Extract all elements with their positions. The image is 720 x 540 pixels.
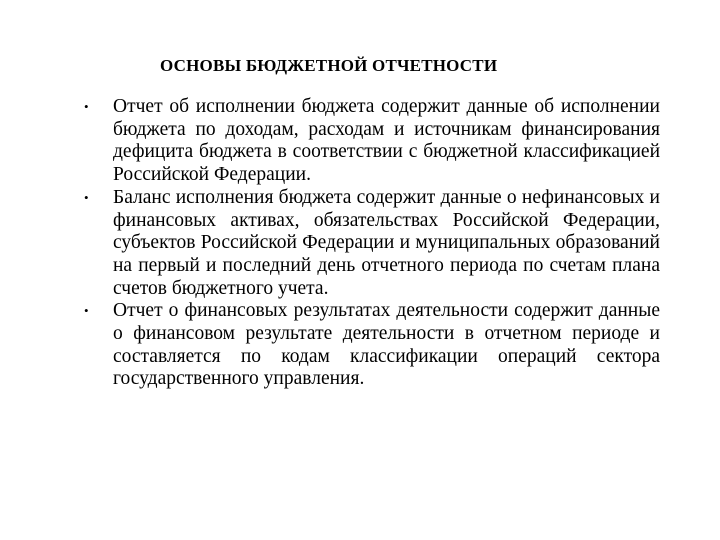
bullet-text: Отчет об исполнении бюджета содержит данные об исполнении бюджета по доходам, расходам и источникам финансирования дефицита бюджета в соответствии с бюджетной классификацией Российской Федерации. (113, 96, 660, 186)
bullet-item-budget-report (84, 96, 660, 187)
bullet-item-balance (84, 187, 660, 301)
bullet-text: Баланс исполнения бюджета содержит данные о нефинансовых и финансовых активах, обязательствах Российской Федерации, субъектов Российской Федерации и муниципальных образований на первый и последний день отчетного периода по счетам плана счетов бюджетного учета. (113, 186, 660, 299)
bullet-dot-icon: • (84, 99, 89, 114)
slide-title: ОСНОВЫ БЮДЖЕТНОЙ ОТЧЕТНОСТИ (160, 56, 498, 75)
bullet-text: Отчет о финансовых результатах деятельности содержит данные о финансовом результате деятельности в отчетном периоде и составляется по кодам классификации операций сектора государственного управления. (113, 300, 660, 390)
bullet-dot-icon: • (84, 303, 89, 319)
bullet-dot-icon: • (84, 189, 89, 205)
bullet-list (84, 96, 660, 391)
bullet-item-financial-results (84, 300, 660, 391)
